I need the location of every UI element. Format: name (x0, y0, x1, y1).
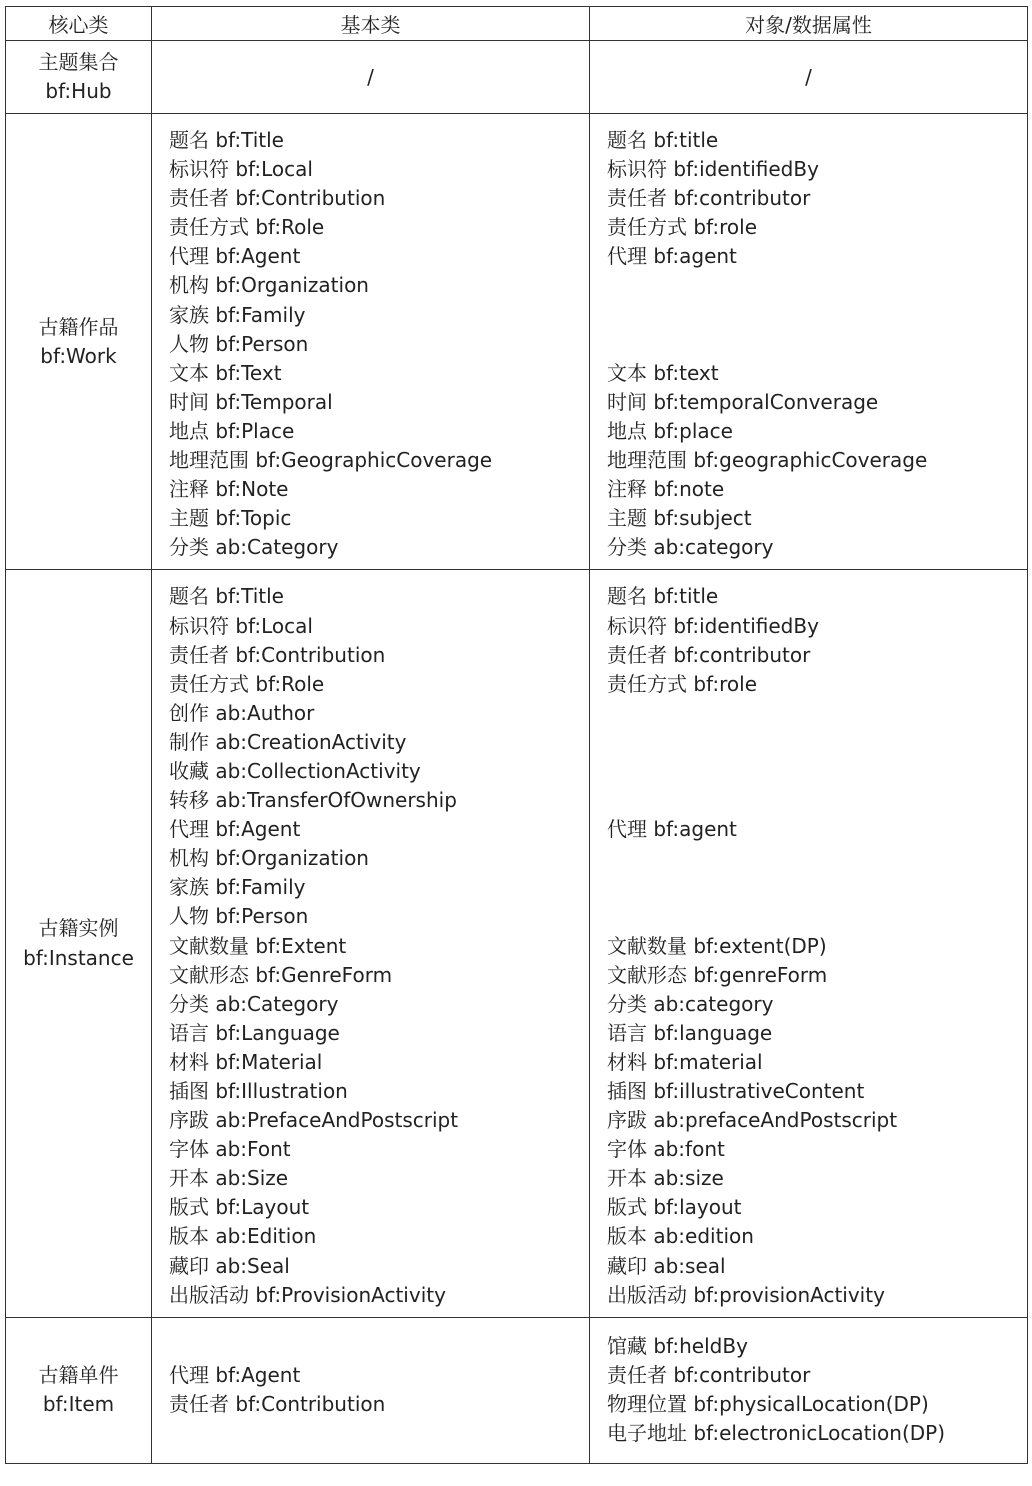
list-entry (607, 902, 1027, 931)
list-entry: 责任方式 bf:role (607, 671, 757, 696)
props-cell-instance (590, 570, 1028, 1317)
list-entry: 责任者 bf:Contribution (169, 642, 386, 667)
list-entry: 版本 ab:edition (607, 1224, 754, 1249)
list-entry: 家族 bf:Family (169, 302, 306, 327)
list-entry (607, 699, 1027, 728)
list-entry (607, 271, 1027, 300)
list-entry: 题名 bf:title (607, 128, 719, 152)
basic-cell-work (152, 114, 590, 570)
list-entry: 开本 ab:size (607, 1166, 724, 1191)
list-entry (607, 301, 1027, 330)
basic-cell-item (152, 1317, 590, 1463)
list-entry: 语言 bf:language (607, 1020, 773, 1045)
row-work (6, 114, 1028, 570)
list-entry: 电子地址 bf:electronicLocation(DP) (607, 1421, 946, 1446)
list-entry: 题名 bf:title (607, 584, 719, 609)
list-entry: 地点 bf:place (607, 418, 733, 443)
list-entry: 责任者 bf:Contribution (169, 186, 386, 211)
list-entry: 机构 bf:Organization (169, 846, 369, 871)
list-entry: 分类 ab:Category (169, 991, 339, 1016)
list-entry: 版式 bf:layout (607, 1195, 742, 1220)
list-entry: 序跋 ab:prefaceAndPostscript (607, 1108, 898, 1133)
list-entry: 时间 bf:temporalConverage (607, 389, 879, 414)
list-entry (607, 728, 1027, 757)
list-entry: 创作 ab:Author (169, 700, 315, 725)
list-entry: 材料 bf:material (607, 1049, 763, 1074)
list-entry: 分类 ab:Category (169, 535, 339, 560)
list-entry: 出版活动 bf:ProvisionActivity (169, 1282, 446, 1307)
core-code: bf:Item (42, 1392, 115, 1417)
list-entry: 字体 ab:font (607, 1137, 725, 1162)
list-entry: 责任者 bf:Contribution (169, 1392, 386, 1417)
core-cell-hub (6, 41, 152, 114)
list-entry: 分类 ab:category (607, 535, 774, 560)
core-cell-instance (6, 570, 152, 1317)
list-entry: 文献数量 bf:extent(DP) (607, 933, 827, 958)
list-entry: 代理 bf:Agent (169, 1363, 301, 1388)
list-entry: 责任者 bf:contributor (607, 642, 811, 667)
list-entry: 责任者 bf:contributor (607, 186, 811, 211)
list-entry: 责任方式 bf:Role (169, 671, 325, 696)
list-entry: 藏印 ab:Seal (169, 1253, 290, 1278)
list-entry: 代理 bf:agent (607, 244, 737, 269)
list-entry: 分类 ab:category (607, 991, 774, 1016)
list-entry: 标识符 bf:identifiedBy (607, 613, 819, 638)
list-entry: 家族 bf:Family (169, 875, 306, 900)
list-entry: 代理 bf:Agent (169, 244, 301, 269)
list-entry: 责任方式 bf:Role (169, 215, 325, 240)
list-entry (607, 757, 1027, 786)
ontology-class-table (5, 6, 1028, 1464)
core-label: 古籍作品 (38, 314, 119, 339)
list-entry: 开本 ab:Size (169, 1166, 289, 1191)
list-entry: 物理位置 bf:physicalLocation(DP) (607, 1392, 929, 1417)
list-entry: 收藏 ab:CollectionActivity (169, 758, 421, 783)
header-basic-class: 基本类 (152, 7, 590, 41)
list-entry: 代理 bf:Agent (169, 817, 301, 842)
list-entry: 插图 bf:illustrativeContent (607, 1079, 865, 1103)
list-entry (607, 844, 1027, 873)
list-entry: 地理范围 bf:geographicCoverage (607, 448, 928, 473)
list-entry: 字体 ab:Font (169, 1137, 291, 1162)
core-cell-item (6, 1317, 152, 1463)
list-entry: 文本 bf:Text (169, 360, 282, 385)
core-code: bf:Work (40, 343, 117, 368)
core-code: bf:Hub (45, 79, 112, 103)
list-entry (607, 786, 1027, 815)
core-code: bf:Instance (23, 945, 134, 970)
props-cell-hub: / (590, 41, 1028, 114)
list-entry: 标识符 bf:Local (169, 613, 313, 638)
header-row (6, 7, 1028, 41)
list-entry: 标识符 bf:identifiedBy (607, 157, 819, 182)
list-entry: 题名 bf:Title (169, 584, 284, 609)
row-item (6, 1317, 1028, 1463)
list-entry: 机构 bf:Organization (169, 273, 369, 298)
list-entry: 制作 ab:CreationActivity (169, 729, 407, 754)
list-entry: 语言 bf:Language (169, 1020, 340, 1045)
list-entry: 藏印 ab:seal (607, 1253, 726, 1278)
core-label: 古籍实例 (38, 916, 119, 941)
list-entry: 注释 bf:note (607, 477, 725, 502)
list-entry: 序跋 ab:PrefaceAndPostscript (169, 1108, 459, 1133)
list-entry: 责任者 bf:contributor (607, 1363, 811, 1388)
list-entry: 馆藏 bf:heldBy (607, 1334, 748, 1359)
list-entry (607, 873, 1027, 902)
list-entry: 责任方式 bf:role (607, 215, 757, 240)
row-hub (6, 41, 1028, 114)
list-entry: 出版活动 bf:provisionActivity (607, 1282, 885, 1307)
core-label: 主题集合 (38, 49, 119, 74)
list-entry: 主题 bf:subject (607, 506, 752, 531)
list-entry: 转移 ab:TransferOfOwnership (169, 788, 457, 813)
list-entry: 文本 bf:text (607, 360, 719, 385)
list-entry: 插图 bf:Illustration (169, 1079, 348, 1103)
list-entry: 主题 bf:Topic (169, 506, 292, 531)
list-entry: 人物 bf:Person (169, 331, 309, 356)
core-cell-work (6, 114, 152, 570)
header-properties: 对象/数据属性 (590, 7, 1028, 41)
list-entry: 题名 bf:Title (169, 128, 284, 152)
list-entry (607, 330, 1027, 359)
list-entry: 地理范围 bf:GeographicCoverage (169, 448, 493, 473)
header-core-class: 核心类 (6, 7, 152, 41)
list-entry: 标识符 bf:Local (169, 157, 313, 182)
basic-cell-instance (152, 570, 590, 1317)
list-entry: 材料 bf:Material (169, 1049, 323, 1074)
list-entry: 地点 bf:Place (169, 418, 295, 443)
list-entry: 文献形态 bf:GenreForm (169, 962, 393, 987)
list-entry: 版式 bf:Layout (169, 1195, 310, 1220)
list-entry: 人物 bf:Person (169, 904, 309, 929)
props-cell-item (590, 1317, 1028, 1463)
props-cell-work (590, 114, 1028, 570)
list-entry: 文献形态 bf:genreForm (607, 962, 828, 987)
list-entry: 时间 bf:Temporal (169, 389, 333, 414)
core-label: 古籍单件 (38, 1363, 119, 1388)
list-entry: 代理 bf:agent (607, 817, 737, 842)
list-entry: 文献数量 bf:Extent (169, 933, 347, 958)
row-instance (6, 570, 1028, 1317)
list-entry: 注释 bf:Note (169, 477, 289, 502)
list-entry: 版本 ab:Edition (169, 1224, 317, 1249)
basic-cell-hub: / (152, 41, 590, 114)
